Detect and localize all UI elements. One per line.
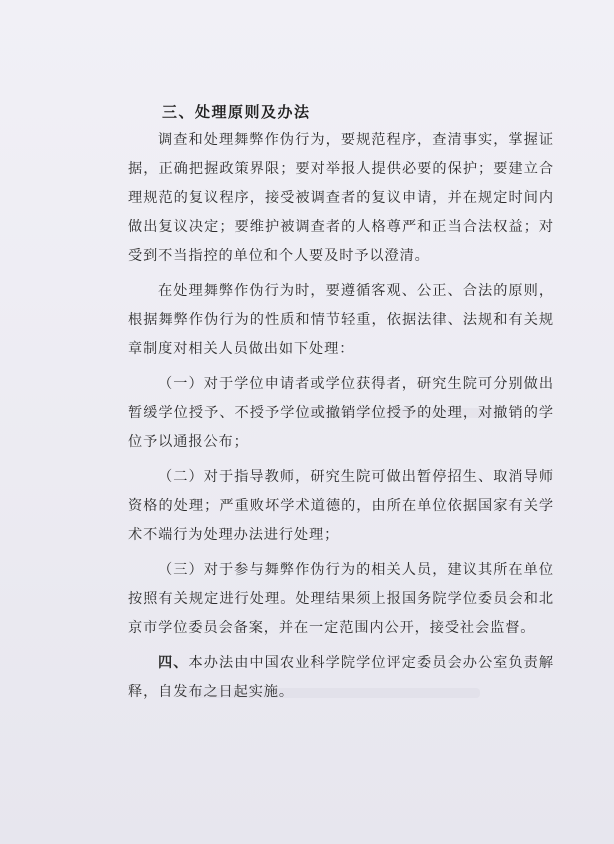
final-section-text: 本办法由中国农业科学院学位评定委员会办公室负责解释，自发布之日起实施。 (128, 655, 554, 700)
section-heading: 三、处理原则及办法 (162, 103, 311, 121)
paragraph-principles: 在处理舞弊作伪行为时，要遵循客观、公正、合法的原则，根据舞弊作伪行为的性质和情节轻重，依据法律、法规和有关规章制度对相关人员做出如下处理： (128, 283, 554, 357)
paragraph-item-2: （二）对于指导教师，研究生院可做出暂停招生、取消导师资格的处理；严重败坏学术道德的，由所在单位依据国家有关学术不端行为处理办法进行处理； (128, 469, 554, 543)
paragraph-final (128, 649, 554, 707)
paragraph-investigation: 调查和处理舞弊作伪行为，要规范程序，查清事实，掌握证据，正确把握政策界限；要对举报人提供必要的保护；要建立合理规范的复议程序，接受被调查者的复议申请，并在规定时间内做出复议决定；要维护被调查者的人格尊严和正当合法权益；对受到不当指控的单位和个人要及时予以澄清。 (128, 132, 554, 264)
paragraph-item-1: （一）对于学位申请者或学位获得者，研究生院可分别做出暂缓学位授予、不授予学位或撤销学位授予的处理，对撤销的学位予以通报公布； (128, 376, 554, 450)
final-section-number: 四、 (158, 655, 189, 671)
paragraph-item-3: （三）对于参与舞弊作伪行为的相关人员，建议其所在单位按照有关规定进行处理。处理结果须上报国务院学位委员会和北京市学位委员会备案，并在一定范围内公开，接受社会监督。 (128, 562, 554, 636)
document-body (128, 98, 554, 707)
